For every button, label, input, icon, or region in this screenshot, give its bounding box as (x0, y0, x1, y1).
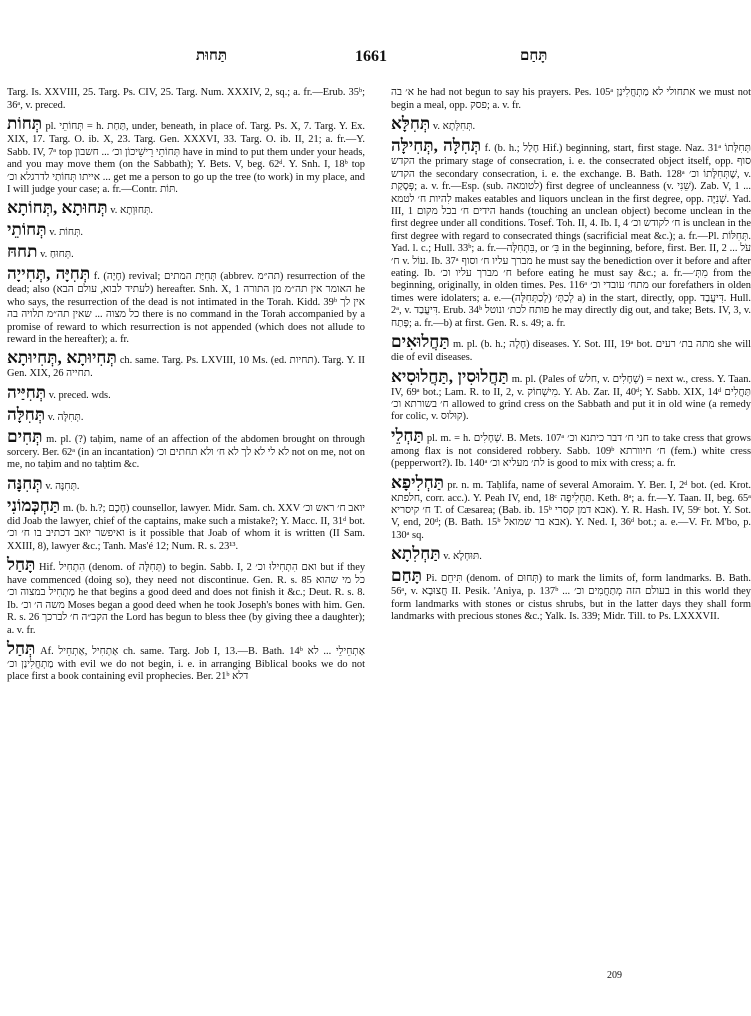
dictionary-entry (7, 198, 365, 218)
dictionary-entry (391, 566, 751, 623)
entry-text: Pi. תִּיחֵם (denom. of תְּחוּם) to mark the limits of, form landmarks. B. Bath. 56ᵃ, v. חֲצוּבָא II. Pesik. 'Aniya, p. 137ᵇ ... בעולם הזה מְתַחֲמִים וכ׳ in this world they form landmarks with stones or cistus shrubs, but in the latter days they shall form landmarks with precious stones &c.; Yalk. Is. 339; Midr. Till. to Ps. LXXXVII. (391, 573, 751, 622)
entry-headword: תְּחַל (7, 638, 36, 658)
entry-text: v. תְּחִלְּתָא. (432, 121, 476, 133)
dictionary-entry (391, 367, 751, 424)
entry-text: v. תְּחִלָּה. (47, 411, 84, 423)
dictionary-entry (7, 427, 365, 472)
entry-text: Af. אַתְחִיל ,אַתְחֵיל ch. same. Targ. Job I, 13.—B. Bath. 14ᵇ אַתְחֵילֵי ... לא מַתְחֲלִינַן וכ׳ with evil we do not begin, i. e. in arranging Biblical books we do not place first a book containing evil prophecies. Ber. 21ᵇ דלא (7, 645, 365, 683)
entry-text: m. pl. (Pales of חלש, v. שְׁחָלִים) = next w., cress. Y. Taan. IV, 69ᵃ bot.; Lam. R. to II, 2, v. מִישְׁחוֹק. Y. Ab. Zar. II, 40ᵈ; Y. Sabb. XIX, 14ᵈ תַּחֲלִים ח׳ בשורתא וכ׳ allowed to grind cress on the Sabbath and put it in old wine (a remedy for colic, v. קוּלוּס). (391, 373, 751, 423)
dictionary-entry (7, 474, 365, 494)
entry-text: v. תּוּחְלָא. (443, 551, 482, 563)
page-header (0, 48, 750, 70)
entry-text: v. תְּחִנָּה. (45, 480, 80, 492)
header-right-guideword: תָּחַם (520, 48, 548, 64)
entry-headword: תְּחִנָּה (7, 473, 43, 493)
header-left-guideword: תַּחוּת (196, 48, 228, 64)
entry-headword: תָּחַם (391, 566, 423, 586)
entry-text: Targ. Is. XXVIII, 25. Targ. Ps. CIV, 25. Targ. Num. XXXIV, 2, sq.; a. fr.—Erub. 35ᵇ; 36ᵃ, v. preced. (7, 87, 365, 111)
dictionary-entry (7, 639, 365, 684)
dictionary-entry (391, 473, 751, 543)
dictionary-entry (7, 220, 365, 240)
entry-text: v. תְּחוֹת. (49, 227, 84, 239)
entry-text: f. (חָיָה) revival; תְּחִיַּת המתים (abbrev. תה״מ) resurrection of the dead; also (לעתיד לבוא, עולם הבא) hereafter. Snh. X, 1 האומר אין תה״מ מן התורה he who says, the resurrection of the dead is not intimated in the Torah. Kidd. 39ᵇ אין לך כל מצוה ... שאין תה״מ תלויה בה there is no command in the Torah accompanied by a promise of reward to which resurrection is not appended (which does not allude to reward in the hereafter); a. fr. (7, 271, 365, 346)
entry-text: pl. תְּחוֹתֵי = h. תַּחַת, under, beneath, in place of. Targ. Ps. X, 7. Targ. Y. Ex. XIX, 17. Targ. O. ib. X, 23. Targ. Gen. XXXVI, 33. Targ. O. ib. II, 21; a. fr.—Y. Sabb. IV, 7ᵃ top תְּחוֹתֵי רֵישֵׁיכוֹן וכ׳ ... חשבון have in mind to put them under your heads, and you may move them (on the Sabbath); Y. Bets. V, beg. 62ᵈ. Y. Snh. I, 18ᵇ top אייתו תְּחוֹתַי לדרגלא וכ׳ ... get me a person to go up the tree (to work) in my place, and I will judge your case; a. fr.—Contr. תּוֹת. (7, 121, 365, 196)
entry-headword: תְּחִיָּה ,תְּחִייָה (7, 264, 91, 284)
entry-headword: תַּחְכְּמוֹנִי (7, 495, 61, 515)
entry-headword: תְּחִיוּתָא ,תְּחִיוּתָא (7, 348, 117, 368)
right-column (391, 80, 751, 625)
entry-text: v. preced. wds. (48, 389, 111, 401)
entry-headword: תְּחִים (7, 426, 43, 446)
dictionary-entry (391, 136, 751, 330)
dictionary-entry (391, 332, 751, 364)
page-footer-number: 209 (607, 970, 622, 981)
entry-text: pr. n. m. Taḥlifa, name of several Amoraim. Y. Ber. I, 2ᵈ bot. (ed. Krot. חלפתא, corr. acc.). Y. Peah IV, end, 18ᶜ תַּחְלִיפָה. Keth. 8ᵃ; a. fr.—Y. Taan. II, beg. 65ᵃ ח׳ קיסריא T. of Cæsarea; (Bab. ib. 15ᵇ אבא דמן קסרי). Y. R. Hash. IV, 59ᶜ bot. Y. Sot. V, end, 20ᵈ; (B. Bath. 15ᵇ אבא בר שמואל). Y. Ned. I, 36ᵈ bot.; a. e.—V. Fr. M'bo, p. 130ᵃ sq. (391, 479, 751, 541)
entry-text: m. (b. h.?; חָכָם) counsellor, lawyer. Midr. Sam. ch. XXV יואב ח׳ ראש וכ׳ did Joab the lawyer, chief of the captains, make such a mistake?; Y. Macc. II, 31ᵈ bot. ואיפשר יואב דכתיב בו ח׳ וכ׳ is it possible that Joab of whom it is written (II Sam. XXIII, 8), lawyer &c.; Tanh. Mas'é 12; Num. R. s. 23¹³. (7, 502, 365, 552)
dictionary-entry (7, 496, 365, 553)
entry-headword: תָּחַל (7, 554, 36, 574)
entry-text: א׳ בה he had not begun to say his prayers. Pes. 105ᵃ אתחולי לא מַתְחֲלִינַן we must not begin a meal, opp. פסק; a. v. fr. (391, 87, 751, 111)
entry-headword: תְּחִלָּה ,תְּחִילָּה (391, 136, 482, 156)
left-column (7, 80, 365, 686)
entry-headword: תְּחִלָּה (7, 404, 46, 424)
dictionary-entry (391, 544, 751, 564)
dictionary-entry (7, 383, 365, 403)
entry-text: m. pl. (b. h.; חָלָה) diseases. Y. Sot. III, 19ᵃ bot. מתה בת׳ רעים she will die of evil diseases. (391, 339, 751, 364)
entry-headword: תַּחְלֵי (391, 425, 424, 445)
entry-text: m. pl. (?) taḥim, name of an affection of the abdomen brought on through sorcery. Ber. 62ᵃ (in an incantation) לא לי לא לך לא ח׳ ולא תחתים וכ׳ not on me, not on me, no taḥim and no taḥtim &c. (7, 433, 365, 471)
entry-text: pl. m. = h. שְׁחָלִים. B. Mets. 107ᵃ חני ח׳ דבר כיתנא וכ׳ to take cress that grows among flax is not considered robbery. Sabb. 109ᵇ ח׳ חיוורתא (fem.) white cress (pepperwort?). Ib. 140ᵃ לת׳ מעליא וכ׳ is good to mix with cress; a. fr. (391, 432, 751, 470)
entry-headword: תַּחֲלוּסִין ,תַּחֲלוּסִיא (391, 366, 509, 386)
dictionary-entry (7, 114, 365, 196)
entry-headword: תַּחְלִיפָא (391, 472, 445, 492)
entry-headword: תחחּ (7, 242, 38, 262)
dictionary-entry (391, 114, 751, 134)
header-page-number: 1661 (355, 48, 387, 65)
entry-headword: תְּחוֹתֵי (7, 220, 47, 240)
entry-text: f. (b. h.; חָלַל Hif.) beginning, start, first stage. Naz. 31ᵃ תְּחִלָּתוֹ הקדש the primary stage of consecration, i. e. the consecrated object itself, opp. סוף הקדש the secondary consecration, i. e. the exchange. B. Bath. 128ᵃ שֶׁתְּחִלָּתוֹ וכ׳, v. פְּסָקַת; a. v. fr.—Esp. (sub. לטומאה) first degree of uncleanness (v. שֵׁנִי). Zab. V, 1 ... לִהיות ח׳ לטמא makes eatables and liquors unclean in the first degree, opp. שְׁנִיָּה. Yad. III, 1 הידים ח׳ בכל מקום hands (touching an unclean object) become unclean in the first degree under all conditions. Tosef. Toh. II, 4. Ib. I, 4 ח׳ לקודש וכ׳ is unclean in the first degree with regard to consecrated things (sacrificial meat &c.); a. fr.—Pl. תְּחִלּוֹת. Yad. l. c.; Hull. 33ᵇ; a. fr.—בִּתְחִלָּה, or בִּ׳ in the beginning, before, first. Ber. II, 2 עֹל ... ח׳ v. עוֹל. Ib. 37ᵃ מברך עליו ח׳ וסוף he must say the benediction over it before and after eating. Ib. ח׳ מברך עליו וכ׳ before eating he must say &c.; a. fr.—מִתְּ׳ from the beginning, originally, in olden times. Pes. 116ᵃ מתח׳ עובדי וכ׳ our forefathers in olden times were idolaters; a. e.—לְכַתְּ׳ (לְכַתְּחִלָּה) a) in the start, directly, opp. דִּיעֲבַד. Hull. 2ᵃ, v. דִּיעֲבַד. Erub. 34ᵇ פותח לכת׳ ונוטל he may directly dig out, and take; Bets. IV, 3, v. פָּתַח; a. fr.—b) at first. Gen. R. s. 49; a. fr. (391, 143, 751, 329)
dictionary-entry (7, 242, 365, 262)
entry-text: v. תְּחוּחַ. (40, 249, 74, 261)
dictionary-entry (391, 426, 751, 471)
dictionary-entry (7, 264, 365, 346)
dictionary-entry (391, 80, 751, 112)
entry-headword: תְּחִיַּיה (7, 382, 47, 402)
dictionary-entry (7, 405, 365, 425)
entry-headword: תַּחְלִתָא (391, 544, 441, 564)
entry-headword: תְּחִלָּא (391, 114, 431, 134)
entry-text: ch. same. Targ. Ps. LXVIII, 10 Ms. (ed. תחיות). Targ. Y. II Gen. XIX, 26 תחייה. (7, 355, 365, 380)
dictionary-entry (7, 555, 365, 637)
dictionary-entry (7, 348, 365, 380)
entry-text: Hif. הִתְחִיל (denom. of תְּחִלָּה) to begin. Sabb. I, 2 ואם הִתְחִילוּ וכ׳ but if they have commenced (doing so), they need not discontinue. Gen. R. s. 85 כל מי שהוא מַתְחִיל במצוה וכ׳ he that begins a good deed and does not finish it &c.; Deut. R. s. 8. Ib. משה ה׳ וכ׳ Moses began a good deed when he took Joseph's bones with him. Gen. R. s. 26 הקב״ה ח׳ לברכך the Lord has begun to bless thee (by giving thee a daughter); a. v. fr. (7, 561, 366, 636)
entry-text: v. תְּחוּוְתָא. (110, 205, 153, 217)
entry-headword: תְּחוֹת (7, 114, 43, 134)
dictionary-entry (7, 80, 365, 112)
entry-headword: תַּחֲלוּאִים (391, 332, 450, 352)
entry-headword: תְּחוּתָא ,תְּחוֹתָא (7, 198, 108, 218)
